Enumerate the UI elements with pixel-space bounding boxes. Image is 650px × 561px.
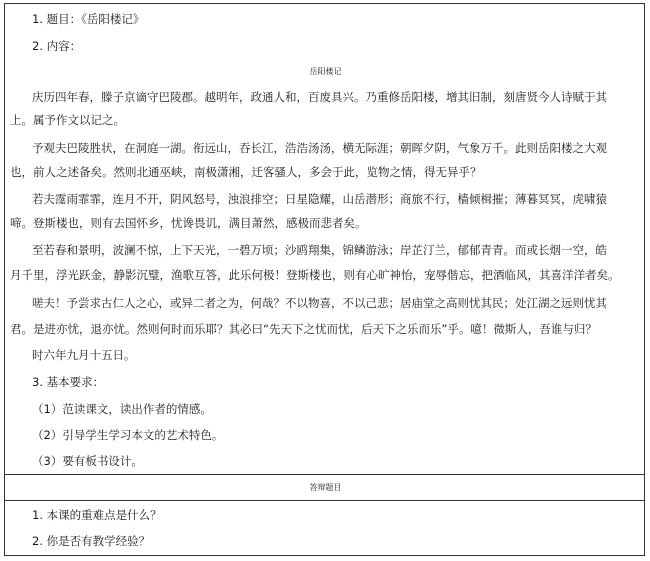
paragraph-4-line-1: 至若春和景明，波澜不惊，上下天光，一碧万顷；沙鸥翔集，锦鳞游泳；岸芷汀兰，郁郁青青。而或长烟一空，皓 — [32, 243, 607, 257]
requirement-2: （2）引导学生学习本文的艺术特色。 — [32, 428, 224, 442]
paragraph-1-line-2: 上。属予作文以记之。 — [10, 113, 125, 127]
paragraph-4-line-2: 月千里，浮光跃金，静影沉璧，渔歌互答，此乐何极！登斯楼也，则有心旷神怡，宠辱偕忘，把酒临风，其喜洋洋者矣。 — [10, 268, 620, 282]
question-2: 2. 你是否有教学经验？ — [32, 534, 151, 548]
date-line: 时六年九月十五日。 — [32, 348, 136, 362]
item-title: 1. 题目：《岳阳楼记》 — [32, 12, 145, 26]
paragraph-5-line-1: 嗟夫！予尝求古仁人之心，或异二者之为，何哉？不以物喜，不以己悲；居庙堂之高则忧其民；处江湖之远则忧其 — [32, 296, 607, 310]
paragraph-2-line-2: 也，前人之述备矣。然则北通巫峡，南极潇湘，迁客骚人，多会于此，览物之情，得无异乎？ — [10, 165, 482, 179]
item-content-label: 2. 内容： — [32, 39, 82, 53]
text-title: 岳阳楼记 — [309, 67, 342, 76]
question-1: 1. 本课的重难点是什么？ — [32, 508, 162, 522]
item-requirements-label: 3. 基本要求： — [32, 375, 105, 389]
row-divider — [5, 474, 644, 475]
requirement-3: （3）要有板书设计。 — [32, 454, 143, 468]
paragraph-2-line-1: 予观夫巴陵胜状，在洞庭一湖。衔远山，吞长江，浩浩汤汤，横无际涯；朝晖夕阴，气象万千。此则岳阳楼之大观 — [32, 141, 607, 155]
paragraph-3-line-1: 若夫霪雨霏霏，连月不开，阴风怒号，浊浪排空；日星隐耀，山岳潜形；商旅不行，樯倾楫摧；薄暮冥冥，虎啸猿 — [32, 192, 607, 206]
paragraph-5-line-2: 君。是进亦忧，退亦忧。然则何时而乐耶？其必曰“先天下之忧而忧，后天下之乐而乐”乎。噫！微斯人，吾谁与归？ — [10, 322, 597, 336]
qa-header: 答辩题目 — [309, 483, 342, 492]
document-table — [4, 3, 645, 556]
row-divider — [5, 500, 644, 501]
requirement-1: （1）范读课文，读出作者的情感。 — [32, 402, 212, 416]
paragraph-1-line-1: 庆历四年春，滕子京谪守巴陵郡。越明年，政通人和，百废具兴。乃重修岳阳楼，增其旧制，刻唐贤今人诗赋于其 — [32, 90, 607, 104]
paragraph-3-line-2: 啼。登斯楼也，则有去国怀乡，忧谗畏讥，满目萧然，感极而悲者矣。 — [10, 216, 367, 230]
